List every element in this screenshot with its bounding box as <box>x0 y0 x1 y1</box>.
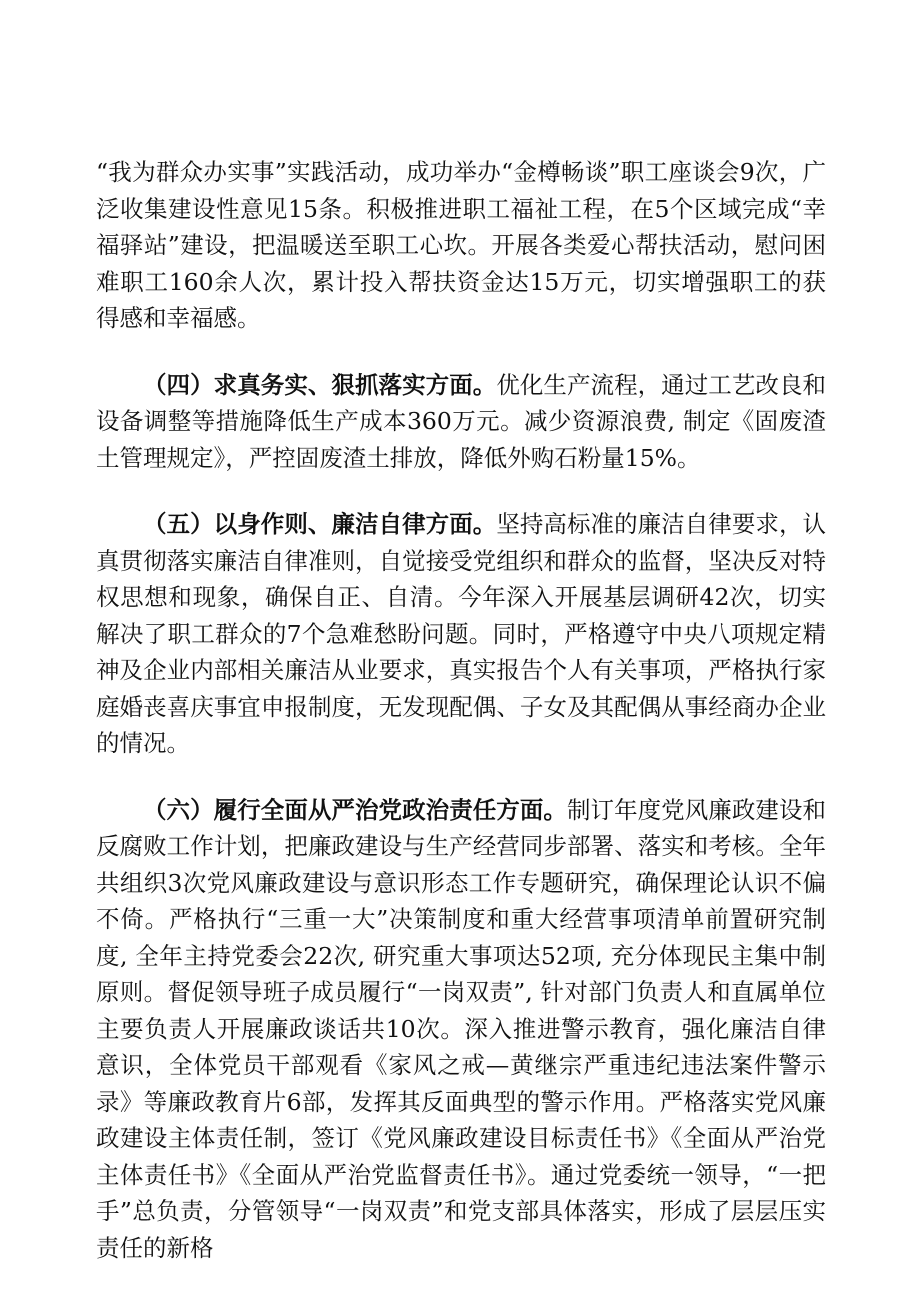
section-heading: （四）求真务实、狠抓落实方面。 <box>143 370 497 399</box>
paragraph-section-5 <box>96 506 826 762</box>
section-heading: （五）以身作则、廉洁自律方面。 <box>143 510 497 538</box>
paragraph-text: 坚持高标准的廉洁自律要求，认真贯彻落实廉洁自律准则，自觉接受党组织和群众的监督，坚决反对特权思想和现象，确保自正、自清。今年深入开展基层调研42次，切实解决了职工群众的7个急难愁盼问题。同时，严格遵守中央八项规定精神及企业内部相关廉洁从业要求，真实报告个人有关事项，严格执行家庭婚丧喜庆事宜申报制度，无发现配偶、子女及其配偶从事经商办企业的情况。 <box>96 510 827 757</box>
section-heading: （六）履行全面从严治党政治责任方面。 <box>143 795 567 824</box>
paragraph-section-4 <box>96 367 826 477</box>
paragraph-text: 制订年度党风廉政建设和反腐败工作计划，把廉政建设与生产经营同步部署、落实和考核。全年共组织3次党风廉政建设与意识形态工作专题研究，确保理论认识不偏不倚。严格执行“三重一大”决策制度和重大经营事项清单前置研究制度, 全年主持党委会22次, 研究重大事项达52项, 充分体现民主集中制原则。督促领导班子成员履行“一岗双责”, 针对部门负责人和直属单位主要负责人开展廉政谈话共10次。深入推进警示教育，强化廉洁自律意识，全体党员干部观看《家风之戒—黄继宗严重违纪违法案件警示录》等廉政教育片6部，发挥其反面典型的警示作用。严格落实党风廉政建设主体责任制，签订《党风廉政建设目标责任书》《全面从严治党主体责任书》《全面从严治党监督责任书》。通过党委统一领导，“一把手”总负责，分管领导“一岗双责”和党支部具体落实，形成了层层压实责任的新格 <box>96 795 827 1262</box>
paragraph-text: “我为群众办实事”实践活动，成功举办“金樽畅谈”职工座谈会9次，广泛收集建设性意见15条。积极推进职工福祉工程，在5个区域完成“幸福驿站”建设，把温暖送至职工心坎。开展各类爱心帮扶活动，慰问困难职工160余人次，累计投入帮扶资金达15万元，切实增强职工的获得感和幸福感。 <box>96 158 826 332</box>
paragraph-text: 优化生产流程，通过工艺改良和设备调整等措施降低生产成本360万元。减少资源浪费, 制定《固废渣土管理规定》，严控固废渣土排放，降低外购石粉量15%。 <box>96 370 827 472</box>
paragraph-continuation <box>96 154 826 337</box>
paragraph-section-6 <box>96 792 826 1267</box>
document-page <box>96 154 826 1296</box>
